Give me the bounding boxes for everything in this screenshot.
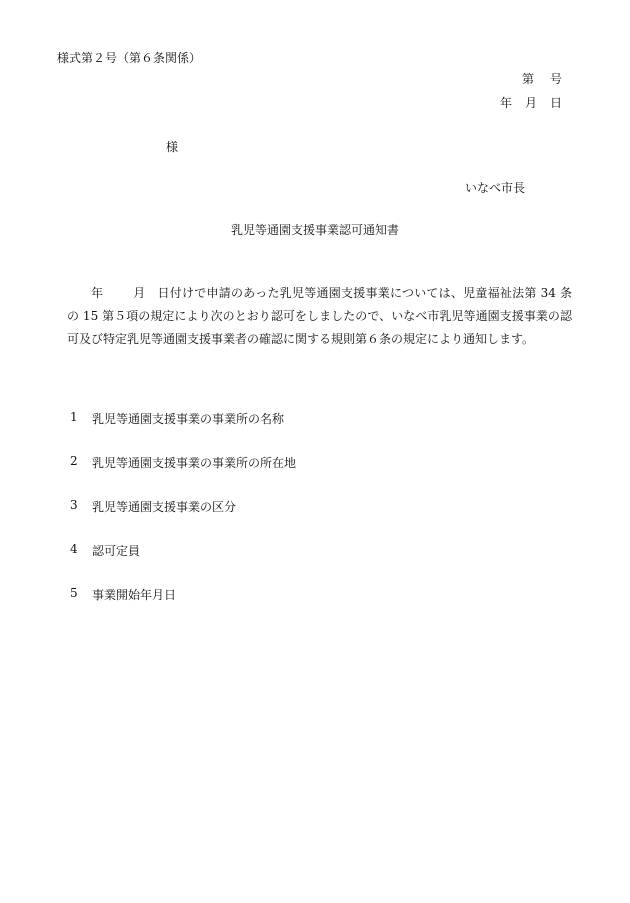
document-number xyxy=(522,70,562,87)
list-item xyxy=(70,454,296,498)
item-number: 4 xyxy=(70,542,78,556)
item-label: 乳児等通園支援事業の事業所の名称 xyxy=(92,412,285,426)
document-number-prefix: 第 xyxy=(522,72,535,86)
document-number-suffix: 号 xyxy=(549,72,562,86)
date-month: 月 xyxy=(524,96,537,110)
item-label: 乳児等通園支援事業の区分 xyxy=(92,500,237,514)
date-day: 日 xyxy=(549,96,562,110)
item-label: 乳児等通園支援事業の事業所の所在地 xyxy=(92,456,297,470)
item-label: 認可定員 xyxy=(92,544,141,558)
sender-name: いなべ市長 xyxy=(464,181,525,195)
item-number: 2 xyxy=(70,454,78,468)
item-label: 事業開始年月日 xyxy=(92,588,177,602)
item-list xyxy=(70,410,296,630)
list-item xyxy=(70,498,296,542)
document-title: 乳児等通園支援事業認可通知書 xyxy=(230,223,399,237)
item-number: 5 xyxy=(70,586,78,600)
body-month: 月 xyxy=(133,286,146,300)
document-date xyxy=(500,94,562,111)
addressee-honorific: 様 xyxy=(166,140,179,154)
body-text: 日付けで申請のあった乳児等通園支援事業については、児童福祉法第 34 条の 15 第５項の規定により次のとおり認可をしましたので、いなべ市乳児等通園支援事業の認可及び特定乳児等通園支援事業者の確認に関する規則第６条の規定により通知します。 xyxy=(67,286,572,346)
list-item xyxy=(70,542,296,586)
list-item xyxy=(70,410,296,454)
body-year: 年 xyxy=(91,286,104,300)
form-number-label: 様式第２号（第６条関係） xyxy=(57,51,202,65)
item-number: 1 xyxy=(70,410,78,424)
item-number: 3 xyxy=(70,498,78,512)
list-item xyxy=(70,586,296,630)
notice-body xyxy=(67,282,572,351)
date-year: 年 xyxy=(500,96,513,110)
